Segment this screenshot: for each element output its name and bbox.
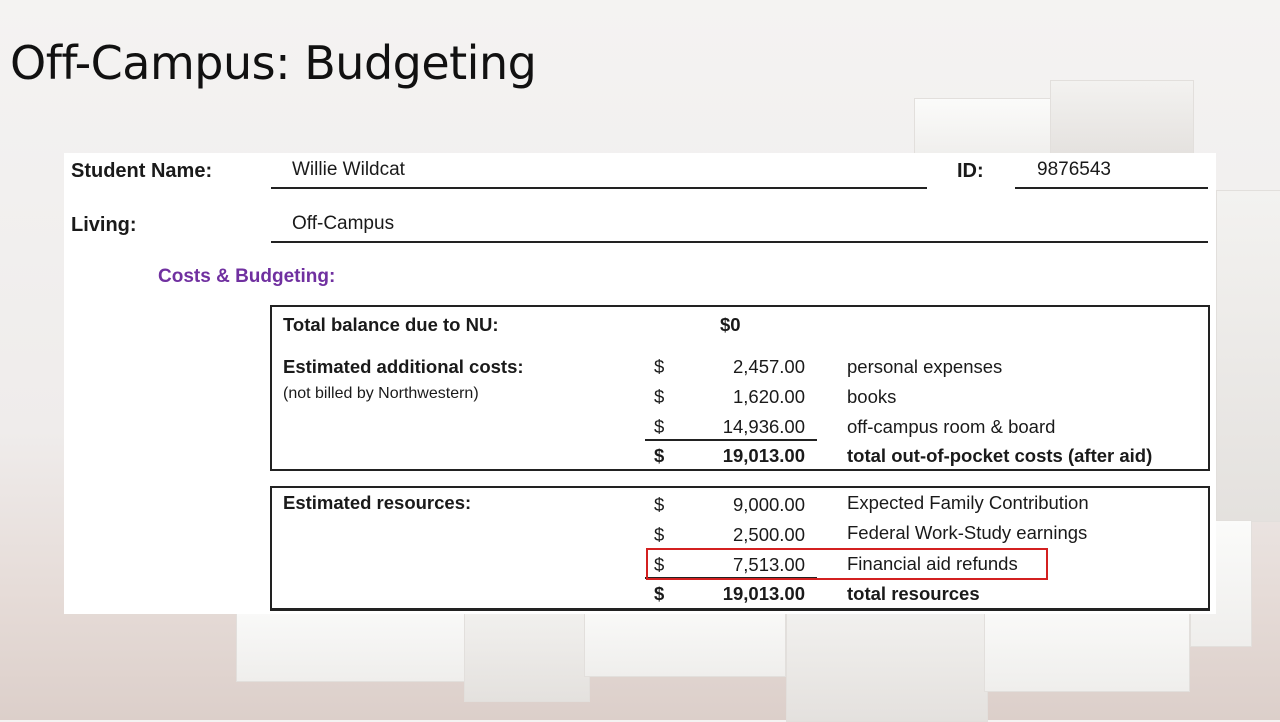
currency-sign: $ — [654, 583, 665, 604]
additional-costs-note: (not billed by Northwestern) — [283, 385, 479, 402]
background-box — [786, 600, 988, 722]
currency-sign: $ — [654, 554, 665, 575]
student-name-label: Student Name: — [71, 160, 213, 182]
resource-amount: 7,513.00 — [732, 554, 805, 575]
cost-amount: 2,457.00 — [732, 356, 805, 377]
costs-table — [270, 305, 1210, 471]
background-box — [464, 600, 590, 702]
id-value: 9876543 — [1037, 159, 1111, 180]
living-label: Living: — [71, 214, 137, 236]
student-name-underline — [271, 187, 927, 189]
balance-value: $0 — [720, 314, 741, 335]
resource-description: Expected Family Contribution — [847, 492, 1089, 513]
cost-description: books — [847, 386, 897, 407]
id-underline — [1015, 187, 1208, 189]
additional-costs-label: Estimated additional costs: — [283, 356, 524, 377]
resource-amount: 2,500.00 — [732, 524, 805, 545]
cost-amount: 1,620.00 — [732, 386, 805, 407]
living-value: Off-Campus — [292, 213, 395, 234]
currency-sign: $ — [654, 356, 665, 377]
background-box — [914, 98, 1058, 158]
currency-sign: $ — [654, 445, 665, 466]
background-box — [1216, 190, 1280, 522]
cost-description: personal expenses — [847, 356, 1003, 377]
slide-title: Off-Campus: Budgeting — [10, 36, 537, 90]
background-box — [1050, 80, 1194, 158]
section-title: Costs & Budgeting: — [158, 266, 336, 287]
resources-table — [270, 486, 1210, 611]
currency-sign: $ — [654, 494, 665, 515]
living-underline — [271, 241, 1208, 243]
resource-total-amount: 19,013.00 — [722, 583, 805, 604]
currency-sign: $ — [654, 386, 665, 407]
cost-total-description: total out-of-pocket costs (after aid) — [847, 445, 1153, 466]
resources-label: Estimated resources: — [283, 492, 472, 513]
budget-form — [64, 153, 1216, 614]
refund-highlight-box — [646, 548, 1048, 580]
cost-amount: 14,936.00 — [722, 416, 805, 437]
resource-description: Federal Work-Study earnings — [847, 522, 1088, 543]
resource-description: Financial aid refunds — [847, 553, 1018, 574]
currency-sign: $ — [654, 416, 665, 437]
balance-label: Total balance due to NU: — [283, 314, 499, 335]
resource-amount: 9,000.00 — [732, 494, 805, 515]
currency-sign: $ — [654, 524, 665, 545]
id-label: ID: — [957, 160, 984, 182]
student-name-value: Willie Wildcat — [292, 159, 405, 180]
resource-total-description: total resources — [847, 583, 980, 604]
cost-total-amount: 19,013.00 — [722, 445, 805, 466]
subtotal-rule — [645, 439, 817, 441]
cost-description: off-campus room & board — [847, 416, 1056, 437]
